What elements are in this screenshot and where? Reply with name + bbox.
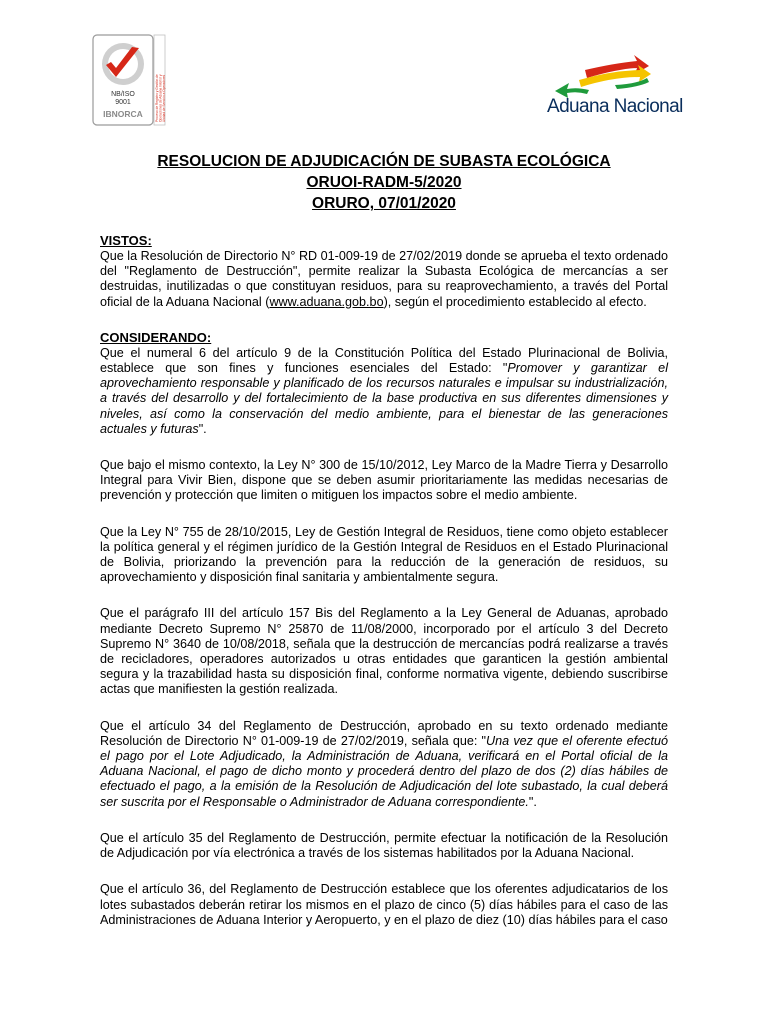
- svg-text:Operaciones de Aduana Interior: Operaciones de Aduana Interior y: [158, 74, 163, 122]
- ibnorca-certification-logo: [92, 34, 166, 126]
- svg-text:9001: 9001: [115, 99, 131, 106]
- svg-text:IBNORCA: IBNORCA: [103, 109, 143, 119]
- considerando-paragraph-2: Que bajo el mismo contexto, la Ley N° 300 de 15/10/2012, Ley Marco de la Madre Tierra y Desarrollo Integral para Vivir Bien, dispone que se deben asumir prioritariamente las medidas necesarias de prevención y protección que limiten o mitiguen los impactos sobre el medio ambiente.: [100, 458, 668, 503]
- vistos-heading: VISTOS:: [100, 233, 152, 248]
- considerando-paragraph-5: Que el artículo 34 del Reglamento de Destrucción, aprobado en su texto ordenado mediante Resolución de Directorio N° 01-009-19 de 27/02/2019, señala que: "Una vez que el oferente efectuó el pago por el Lote Adjudicado, la Administración de Aduana, verificará en el Portal oficial de la Aduana Nacional, el pago de dicho monto y procederá dentro del plazo de dos (2) días hábiles de efectuado el pago, a la emisión de la Resolución de Adjudicación del lote subastado, la cual deberá ser suscrita por el Responsable o Administrador de Aduana correspondiente.".: [100, 718, 668, 809]
- considerando-paragraph-1: Que el numeral 6 del artículo 9 de la Constitución Política del Estado Plurinacional de Bolivia, establece que son fines y funciones esenciales del Estado: "Promover y garantizar el aprovechamiento responsable y planificado de los recursos naturales e impulsar su industrialización, a través del desarrollo y del fortalecimiento de la base productiva en sus diferentes dimensiones y niveles, así como la conservación del medio ambiente, para el bienestar de las generaciones actuales y futuras".: [100, 345, 668, 436]
- considerando-heading: CONSIDERANDO:: [100, 329, 212, 345]
- document-title-block: [100, 151, 668, 214]
- svg-text:NB/ISO: NB/ISO: [111, 91, 135, 98]
- svg-text:Proceso de Registro y Gestión: Proceso de Registro y Gestión de: [155, 74, 159, 122]
- svg-text:Unidad de Servicio a Operadore: Unidad de Servicio a Operadores: [161, 74, 166, 122]
- document-title: RESOLUCION DE ADJUDICACIÓN DE SUBASTA ECOLÓGICA: [157, 153, 611, 170]
- vistos-paragraph: Que la Resolución de Directorio N° RD 01-009-19 de 27/02/2019 donde se aprueba el texto ordenado del "Reglamento de Destrucción", permite realizar la Subasta Ecológica de mercancías a ser destruidas, inutilizadas o que constituyan residuos, para su reaprovechamiento, a través del Portal oficial de la Aduana Nacional (www.aduana.gob.bo), según el procedimiento establecido al efecto.: [100, 249, 668, 309]
- resolution-number: ORUOI-RADM-5/2020: [306, 174, 462, 191]
- considerando-paragraph-3: Que la Ley N° 755 de 28/10/2015, Ley de Gestión Integral de Residuos, tiene como objeto establecer la política general y el régimen jurídico de la Gestión Integral de Residuos en el Estado Plurinacional de Bolivia, priorizando la prevención para la reducción de la generación de residuos, su aprovechamiento y disposición final sanitaria y ambientalmente segura.: [100, 524, 668, 585]
- aduana-website-link[interactable]: www.aduana.gob.bo: [269, 294, 384, 309]
- considerando-paragraph-6: Que el artículo 35 del Reglamento de Destrucción, permite efectuar la notificación de la Resolución de Adjudicación por vía electrónica a través de los sistemas habilitados por la Aduana Nacional.: [100, 830, 668, 861]
- considerando-paragraph-4: Que el parágrafo III del artículo 157 Bis del Reglamento a la Ley General de Aduanas, aprobado mediante Decreto Supremo N° 25870 de 11/08/2000, incorporado por el artículo 3 del Decreto Supremo N° 3640 de 10/08/2018, señala que la destrucción de mercancías podrá realizarse a través de recicladores, operadores autorizados u otras entidades que garanticen la gestión ambiental segura y la trazabilidad hasta su disposición final, conforme normativa vigente, debiendo suscribirse actas que manifiesten la gestión realizada.: [100, 606, 668, 697]
- aduana-nacional-wordmark: Aduana Nacional: [547, 96, 683, 117]
- place-and-date: ORURO, 07/01/2020: [312, 195, 456, 212]
- document-body: [100, 232, 668, 928]
- considerando-paragraph-7: Que el artículo 36, del Reglamento de Destrucción establece que los oferentes adjudicatarios de los lotes subastados deberán retirar los mismos en el plazo de cinco (5) días hábiles para el caso de las Administraciones de Aduana Interior y Aeropuerto, y en el plazo de diez (10) días hábiles para el caso: [100, 882, 668, 927]
